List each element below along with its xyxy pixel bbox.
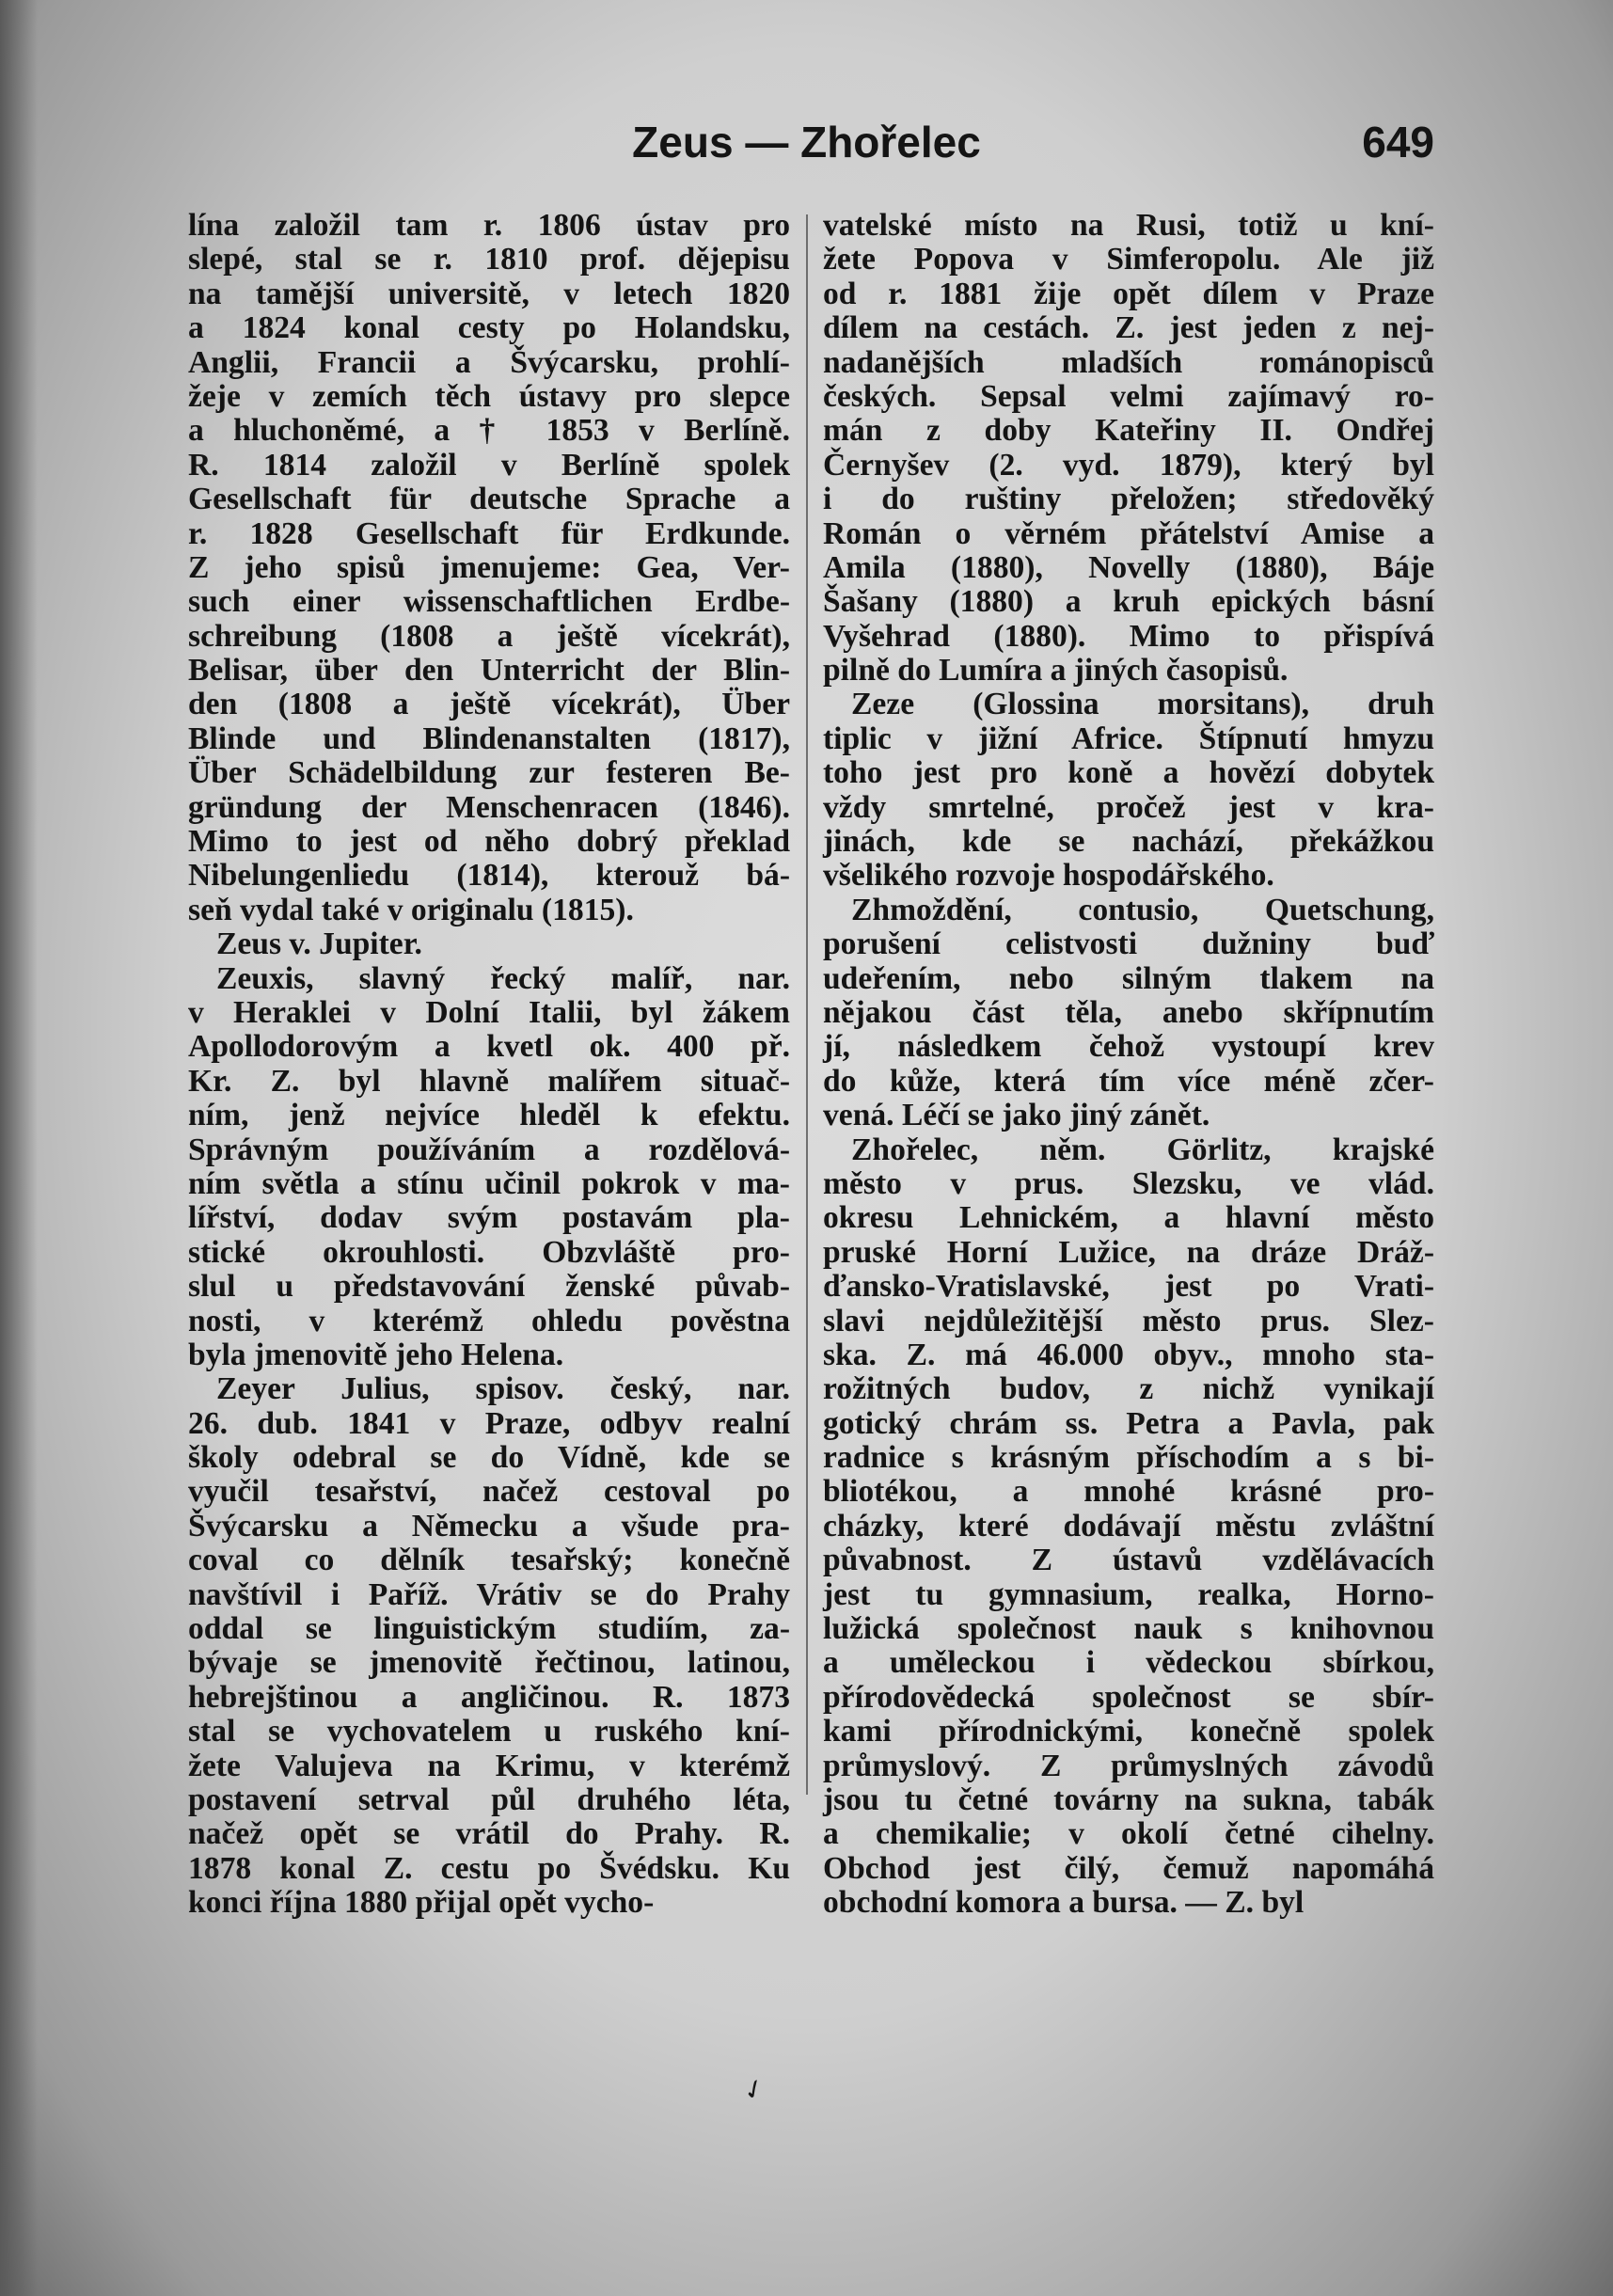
text-line: Vyšehrad (1880). Mimo to přispívá <box>823 618 1434 654</box>
text-line: vyučil tesařství, načež cestoval po <box>188 1474 790 1510</box>
text-line: Belisar, über den Unterricht der Blin- <box>188 653 790 689</box>
text-line: slavi nejdůležitější město prus. Slez- <box>823 1303 1434 1338</box>
left-column <box>188 209 790 1921</box>
text-line: Černyšev (2. vyd. 1879), který byl <box>823 447 1434 483</box>
text-line: půvabnost. Z ústavů vzdělávacích <box>823 1543 1434 1578</box>
text-line: tiplic v jižní Africe. Štípnutí hmyzu <box>823 720 1434 756</box>
text-line: stal se vychovatelem u ruského kní- <box>188 1714 790 1750</box>
text-line: cházky, které dodávají městu zvláštní <box>823 1508 1434 1544</box>
text-line: od r. 1881 žije opět dílem v Praze <box>823 276 1434 311</box>
text-line: gotický chrám ss. Petra a Pavla, pak <box>823 1405 1434 1441</box>
text-line: Zeyer Julius, spisov. český, nar. <box>216 1371 790 1407</box>
text-line: nějakou část těla, anebo skřípnutím <box>823 994 1434 1030</box>
text-line: Obchod jest čilý, čemuž napomáhá <box>823 1850 1434 1886</box>
text-line: a hluchoněmé, a † 1853 v Berlíně. <box>188 413 790 449</box>
text-line: ním, jenž nejvíce hleděl k efektu. <box>188 1098 790 1133</box>
text-line: stické okrouhlosti. Obzvláště pro- <box>188 1234 790 1270</box>
text-line: Über Schädelbildung zur festeren Be- <box>188 755 790 791</box>
text-line: ďansko-Vratislavské, jest po Vrati- <box>823 1269 1434 1305</box>
text-line: okresu Lehnickém, a hlavní město <box>823 1200 1434 1236</box>
text-line: byla jmenovitě jeho Helena. <box>188 1337 564 1372</box>
text-line: lužická společnost nauk s knihovnou <box>823 1611 1434 1647</box>
text-line: nosti, v kterémž ohledu pověstna <box>188 1303 790 1338</box>
text-line: udeřením, nebo silným tlakem na <box>823 960 1434 996</box>
text-line: Zeuxis, slavný řecký malíř, nar. <box>216 960 790 996</box>
text-line: R. 1814 založil v Berlíně spolek <box>188 447 790 483</box>
text-line: všelikého rozvoje hospodářského. <box>823 858 1274 894</box>
text-line: ním světla a stínu učinil pokrok v ma- <box>188 1165 790 1201</box>
text-line: město v prus. Slezsku, ve vlád. <box>823 1165 1434 1201</box>
text-line: seň vydal také v originalu (1815). <box>188 892 634 927</box>
text-line: českých. Sepsal velmi zajímavý ro- <box>823 378 1434 414</box>
text-line: radnice s krásným příschodím a s bi- <box>823 1440 1434 1476</box>
text-line: jí, následkem čehož vystoupí krev <box>823 1029 1434 1065</box>
text-line: pilně do Lumíra a jiných časopisů. <box>823 653 1289 689</box>
right-column <box>823 209 1434 1921</box>
ink-mark: ✓ <box>737 2070 771 2109</box>
text-line: průmyslový. Z průmyslných závodů <box>823 1748 1434 1783</box>
text-line: a uměleckou i vědeckou sbírkou, <box>823 1645 1434 1681</box>
text-line: nadanějších mladších románopisců <box>823 344 1434 380</box>
text-line: kami přírodnickými, konečně spolek <box>823 1714 1434 1750</box>
text-line: žeje v zemích těch ústavy pro slepce <box>188 378 790 414</box>
text-line: Zhmoždění, contusio, Quetschung, <box>851 892 1434 927</box>
text-line: načež opět se vrátil do Prahy. R. <box>188 1816 790 1852</box>
text-line: v Heraklei v Dolní Italii, byl žákem <box>188 994 790 1030</box>
text-line: obchodní komora a bursa. — Z. byl <box>823 1885 1305 1921</box>
text-line: schreibung (1808 a ještě vícekrát), <box>188 618 790 654</box>
text-line: Zhořelec, něm. Görlitz, krajské <box>851 1132 1434 1167</box>
text-line: jest tu gymnasium, realka, Horno- <box>823 1576 1434 1612</box>
text-line: Mimo to jest od něho dobrý překlad <box>188 824 790 860</box>
text-line: jsou tu četné továrny na sukna, tabák <box>823 1781 1434 1817</box>
text-line: gründung der Menschenracen (1846). <box>188 789 790 825</box>
text-line: rožitných budov, z nichž vynikají <box>823 1371 1434 1407</box>
text-line: Z jeho spisů jmenujeme: Gea, Ver- <box>188 549 790 585</box>
text-line: Blinde und Blindenanstalten (1817), <box>188 720 790 756</box>
text-line: Nibelungenliedu (1814), kterouž bá- <box>188 858 790 894</box>
running-title: Zeus — Zhořelec <box>632 118 981 166</box>
text-line: den (1808 a ještě vícekrát), Über <box>188 687 790 722</box>
text-line: r. 1828 Gesellschaft für Erdkunde. <box>188 515 790 551</box>
text-line: navštívil i Paříž. Vrátiv se do Prahy <box>188 1576 790 1612</box>
text-line: Amila (1880), Novelly (1880), Báje <box>823 549 1434 585</box>
text-line: i do ruštiny přeložen; středověký <box>823 482 1434 517</box>
text-line: vatelské místo na Rusi, totiž u kní- <box>823 208 1434 243</box>
text-line: Anglii, Francii a Švýcarsku, prohlí- <box>188 344 790 380</box>
text-line: Švýcarsku a Německu a všude pra- <box>188 1508 790 1544</box>
text-line: postavení setrval půl druhého léta, <box>188 1781 790 1817</box>
text-line: vená. Léčí se jako jiný zánět. <box>823 1098 1210 1133</box>
page-number: 649 <box>1362 118 1434 166</box>
text-line: such einer wissenschaftlichen Erdbe- <box>188 584 790 620</box>
column-divider <box>806 214 808 1795</box>
text-line: vždy smrtelné, pročež jest v kra- <box>823 789 1434 825</box>
text-line: a 1824 konal cesty po Holandsku, <box>188 310 790 346</box>
text-line: pruské Horní Lužice, na dráze Dráž- <box>823 1234 1434 1270</box>
text-line: přírodovědecká společnost se sbír- <box>823 1679 1434 1715</box>
text-line: Správným používáním a rozdělová- <box>188 1132 790 1167</box>
text-line: Zeze (Glossina morsitans), druh <box>851 687 1434 722</box>
page-binding-shadow <box>0 0 38 2296</box>
text-line: Kr. Z. byl hlavně malířem situač- <box>188 1063 790 1099</box>
text-line: žete Valujeva na Krimu, v kterémž <box>188 1748 790 1783</box>
text-line: 1878 konal Z. cestu po Švédsku. Ku <box>188 1850 790 1886</box>
text-line: coval co dělník tesařský; konečně <box>188 1543 790 1578</box>
text-line: na tamější universitě, v letech 1820 <box>188 276 790 311</box>
text-line: ska. Z. má 46.000 obyv., mnoho sta- <box>823 1337 1434 1372</box>
text-line: hebrejštinou a angličinou. R. 1873 <box>188 1679 790 1715</box>
text-line: bývaje se jmenovitě řečtinou, latinou, <box>188 1645 790 1681</box>
text-line: slepé, stal se r. 1810 prof. dějepisu <box>188 242 790 277</box>
text-line: lířství, dodav svým postavám pla- <box>188 1200 790 1236</box>
text-line: oddal se linguistickým studiím, za- <box>188 1611 790 1647</box>
text-line: porušení celistvosti dužniny buď <box>823 926 1434 962</box>
text-line: mán z doby Kateřiny II. Ondřej <box>823 413 1434 449</box>
text-line: Román o věrném přátelství Amise a <box>823 515 1434 551</box>
text-line: školy odebral se do Vídně, kde se <box>188 1440 790 1476</box>
text-line: Zeus v. Jupiter. <box>216 926 422 962</box>
text-line: bliotékou, a mnohé krásné pro- <box>823 1474 1434 1510</box>
text-line: toho jest pro koně a hovězí dobytek <box>823 755 1434 791</box>
text-line: dílem na cestách. Z. jest jeden z nej- <box>823 310 1434 346</box>
text-line: lína založil tam r. 1806 ústav pro <box>188 208 790 243</box>
text-line: konci října 1880 přijal opět vycho- <box>188 1885 655 1921</box>
text-line: Gesellschaft für deutsche Sprache a <box>188 482 790 517</box>
text-line: do kůže, která tím více méně zčer- <box>823 1063 1434 1099</box>
text-line: Šašany (1880) a kruh epických básní <box>823 584 1434 620</box>
text-line: slul u představování ženské půvab- <box>188 1269 790 1305</box>
running-header <box>0 111 1613 177</box>
text-line: 26. dub. 1841 v Praze, odbyv realní <box>188 1405 790 1441</box>
text-line: Apollodorovým a kvetl ok. 400 př. <box>188 1029 790 1065</box>
text-line: a chemikalie; v okolí četné cihelny. <box>823 1816 1434 1852</box>
text-line: jinách, kde se nachází, překážkou <box>823 824 1434 860</box>
text-line: žete Popova v Simferopolu. Ale již <box>823 242 1434 277</box>
